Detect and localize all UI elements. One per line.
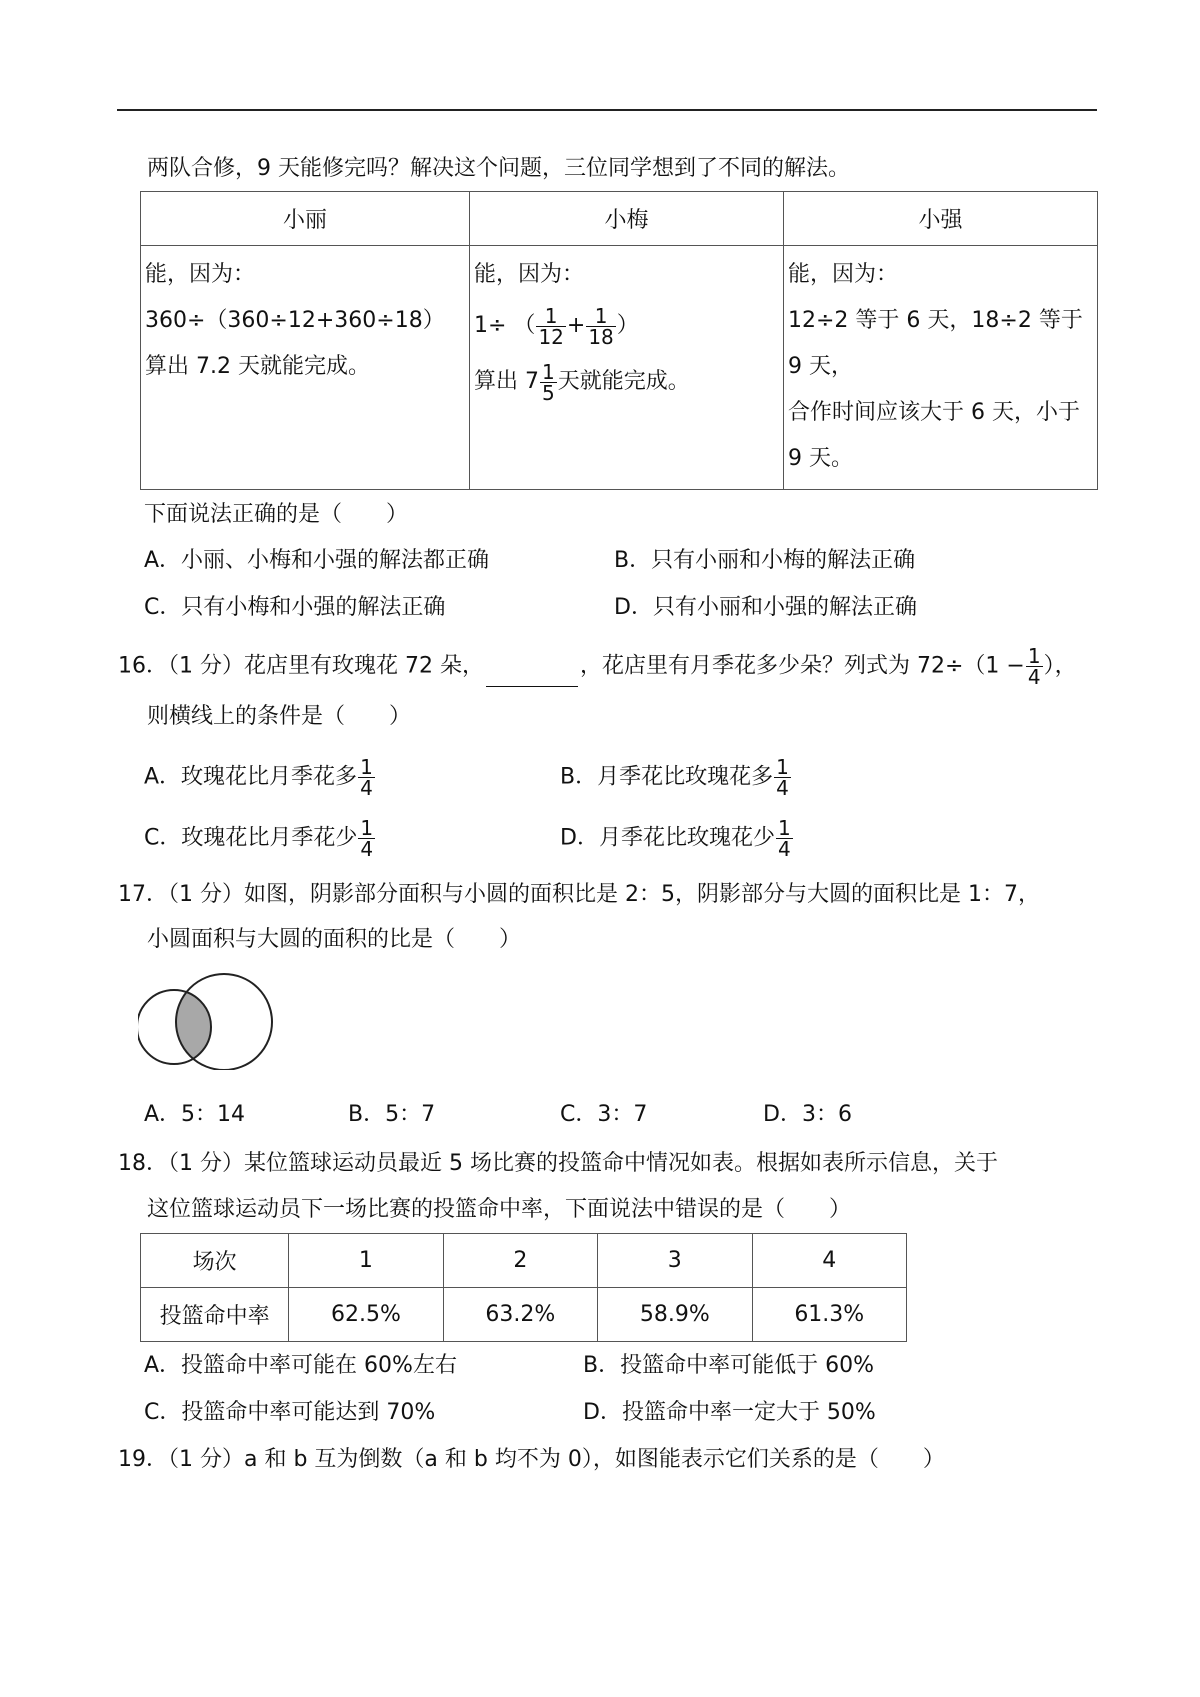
option-text: D．月季花比玫瑰花少 bbox=[560, 825, 775, 851]
table-cell: 58.9% bbox=[598, 1288, 752, 1342]
table-cell: 63.2% bbox=[443, 1288, 597, 1342]
cell-xiaoli bbox=[141, 246, 470, 490]
xiaomei-result bbox=[470, 354, 783, 410]
q18-option-c[interactable]: C．投篮命中率可能达到 70% bbox=[144, 1400, 436, 1425]
expr-suffix: ） bbox=[616, 313, 639, 338]
numerator: 1 bbox=[776, 755, 789, 779]
xiaoqiang-line: 能，因为： bbox=[788, 262, 899, 287]
header-rule bbox=[117, 109, 1097, 111]
header-xiaomei: 小梅 bbox=[470, 192, 784, 246]
q17-option-b[interactable]: B．5：7 bbox=[348, 1102, 436, 1127]
fraction-1-12 bbox=[536, 303, 565, 349]
numerator: 1 bbox=[1027, 644, 1041, 668]
q15-option-c[interactable]: C．只有小梅和小强的解法正确 bbox=[144, 595, 446, 620]
table-header-cell: 场次 bbox=[141, 1234, 289, 1288]
q16-line1 bbox=[118, 646, 1077, 687]
table-header-cell: 2 bbox=[443, 1234, 597, 1288]
table-header-cell: 1 bbox=[289, 1234, 443, 1288]
q16-option-c[interactable] bbox=[144, 818, 376, 859]
q16-option-d[interactable] bbox=[560, 818, 794, 859]
xiaomei-expression bbox=[470, 298, 783, 354]
fraction-1-4 bbox=[1026, 646, 1043, 687]
denominator: 5 bbox=[542, 380, 555, 405]
solutions-table bbox=[140, 191, 1098, 490]
table-header-cell: 3 bbox=[598, 1234, 752, 1288]
result-prefix: 算出 7 bbox=[474, 369, 539, 394]
cell-xiaoqiang bbox=[784, 246, 1098, 490]
xiaoqiang-line: 合作时间应该大于 6 天，小于 bbox=[788, 400, 1080, 425]
xiaomei-line: 能，因为： bbox=[474, 262, 585, 287]
q16-part2: ，花店里有月季花多少朵？列式为 72÷（1 − bbox=[579, 653, 1025, 679]
numerator: 1 bbox=[360, 755, 373, 779]
q15-option-b[interactable]: B．只有小丽和小梅的解法正确 bbox=[614, 548, 916, 573]
shooting-table bbox=[140, 1233, 907, 1342]
denominator: 4 bbox=[777, 837, 791, 861]
option-text: A．玫瑰花比月季花多 bbox=[144, 764, 358, 790]
q16-line2: 则横线上的条件是（ ） bbox=[147, 704, 412, 729]
q15-option-a[interactable]: A．小丽、小梅和小强的解法都正确 bbox=[144, 548, 490, 573]
denominator: 18 bbox=[588, 324, 614, 349]
q16-part3: ）， bbox=[1043, 653, 1077, 679]
numerator: 1 bbox=[777, 816, 791, 840]
header-xiaoqiang: 小强 bbox=[784, 192, 1098, 246]
xiaoqiang-line: 9 天。 bbox=[788, 446, 853, 471]
fraction-1-4 bbox=[776, 818, 793, 859]
circles-figure bbox=[138, 970, 288, 1070]
q17-line2: 小圆面积与大圆的面积的比是（ ） bbox=[147, 927, 522, 952]
denominator: 4 bbox=[360, 776, 373, 800]
denominator: 4 bbox=[360, 837, 374, 861]
option-text: B．月季花比玫瑰花多 bbox=[560, 764, 774, 790]
fraction-1-4 bbox=[774, 757, 791, 798]
q18-line2: 这位篮球运动员下一场比赛的投篮命中率，下面说法中错误的是（ ） bbox=[147, 1197, 852, 1222]
q15-intro: 两队合修，9 天能修完吗？解决这个问题，三位同学想到了不同的解法。 bbox=[147, 156, 850, 181]
cell-xiaomei bbox=[470, 246, 784, 490]
q18-option-d[interactable]: D．投篮命中率一定大于 50% bbox=[583, 1400, 876, 1425]
xiaoli-line: 能，因为： bbox=[145, 262, 256, 287]
numerator: 1 bbox=[542, 359, 555, 384]
q17-option-a[interactable]: A．5：14 bbox=[144, 1102, 246, 1127]
xiaoqiang-line: 9 天， bbox=[788, 354, 853, 379]
denominator: 4 bbox=[776, 776, 789, 800]
q15-stem: 下面说法正确的是（ ） bbox=[144, 502, 409, 527]
q17-option-d[interactable]: D．3：6 bbox=[763, 1102, 852, 1127]
expr-prefix: 1÷ （ bbox=[474, 313, 536, 338]
result-suffix: 天就能完成。 bbox=[557, 369, 690, 394]
q15-option-d[interactable]: D．只有小丽和小强的解法正确 bbox=[614, 595, 917, 620]
xiaoqiang-line: 12÷2 等于 6 天，18÷2 等于 bbox=[788, 308, 1083, 333]
q17-option-c[interactable]: C．3：7 bbox=[560, 1102, 648, 1127]
fraction-1-4 bbox=[358, 757, 375, 798]
q16-part1: 16．（1 分）花店里有玫瑰花 72 朵， bbox=[118, 653, 484, 679]
plus-sign: + bbox=[566, 313, 586, 338]
denominator: 4 bbox=[1027, 665, 1041, 689]
header-xiaoli: 小丽 bbox=[141, 192, 470, 246]
option-text: C．玫瑰花比月季花少 bbox=[144, 825, 358, 851]
q19-line1: 19．（1 分）a 和 b 互为倒数（a 和 b 均不为 0），如图能表示它们关系的是（ ） bbox=[118, 1447, 945, 1472]
fraction-1-18 bbox=[586, 303, 615, 349]
xiaoli-line: 360÷（360÷12+360÷18） bbox=[145, 308, 445, 333]
q18-option-a[interactable]: A．投篮命中率可能在 60%左右 bbox=[144, 1353, 457, 1378]
table-cell: 61.3% bbox=[752, 1288, 906, 1342]
table-cell: 投篮命中率 bbox=[141, 1288, 289, 1342]
answer-blank[interactable] bbox=[486, 664, 578, 687]
fraction-1-5 bbox=[540, 359, 557, 405]
q16-option-a[interactable] bbox=[144, 757, 376, 798]
q17-line1: 17．（1 分）如图，阴影部分面积与小圆的面积比是 2：5，阴影部分与大圆的面积比是 1：7， bbox=[118, 882, 1040, 907]
q18-option-b[interactable]: B．投篮命中率可能低于 60% bbox=[583, 1353, 874, 1378]
table-cell: 62.5% bbox=[289, 1288, 443, 1342]
numerator: 1 bbox=[544, 303, 558, 328]
q16-option-b[interactable] bbox=[560, 757, 792, 798]
table-header-cell: 4 bbox=[752, 1234, 906, 1288]
fraction-1-4 bbox=[358, 818, 375, 859]
q18-line1: 18．（1 分）某位篮球运动员最近 5 场比赛的投篮命中情况如表。根据如表所示信息，关于 bbox=[118, 1151, 998, 1176]
xiaoli-line: 算出 7.2 天就能完成。 bbox=[145, 354, 370, 379]
numerator: 1 bbox=[594, 303, 608, 328]
denominator: 12 bbox=[538, 324, 564, 349]
numerator: 1 bbox=[360, 816, 374, 840]
